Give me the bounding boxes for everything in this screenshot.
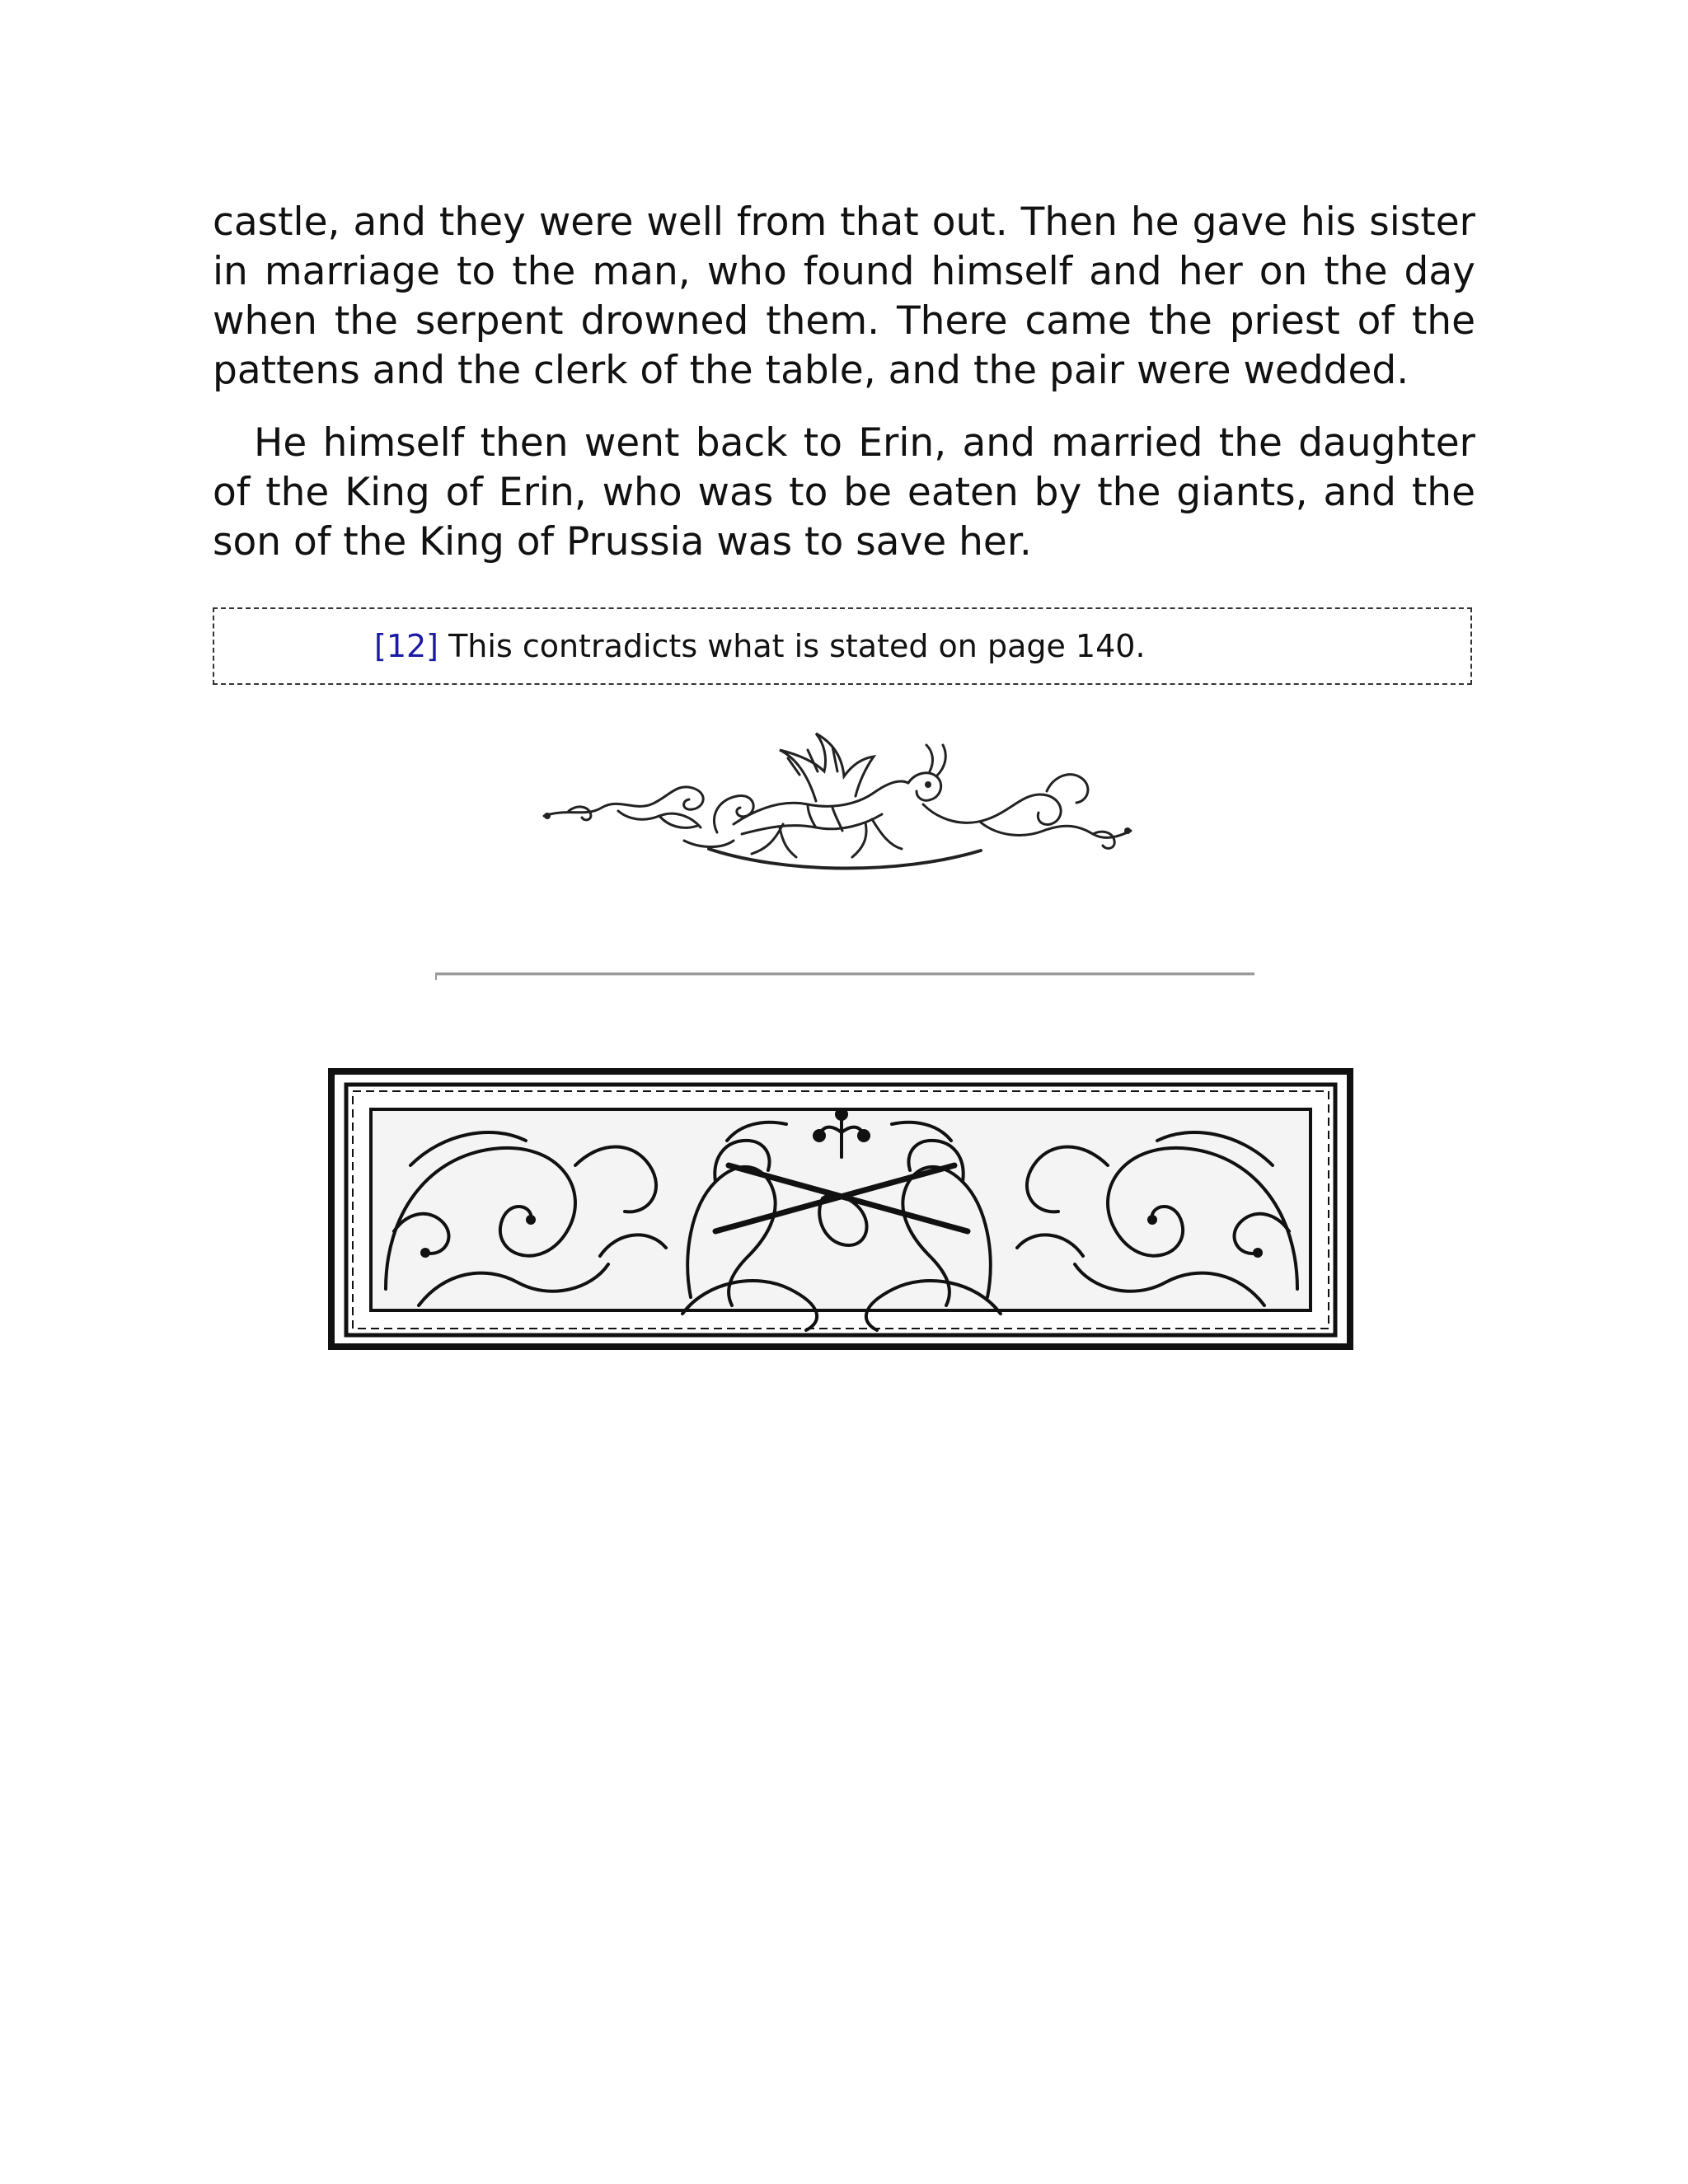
knights-jousting-headpiece-illustration	[328, 1066, 1355, 1352]
dragon-tailpiece-illustration	[536, 725, 1146, 890]
horizontal-rule	[435, 972, 1254, 975]
footnote	[374, 609, 1146, 683]
footnote-backlink[interactable]: [12]	[374, 628, 439, 664]
body-paragraph: castle, and they were well from that out. Then he gave his sister in marriage to the man, who found himself and her on the day when the serpent drowned them. There came the priest of the pattens and the clerk of the table, and the pair were wedded.	[213, 199, 1475, 393]
footnote-text: This contradicts what is stated on page 140.	[438, 628, 1146, 664]
footnote-box	[213, 607, 1472, 685]
body-paragraph: He himself then went back to Erin, and married the daughter of the King of Erin, who was to be eaten by the giants, and the son of the King of Prussia was to save her.	[213, 420, 1475, 565]
